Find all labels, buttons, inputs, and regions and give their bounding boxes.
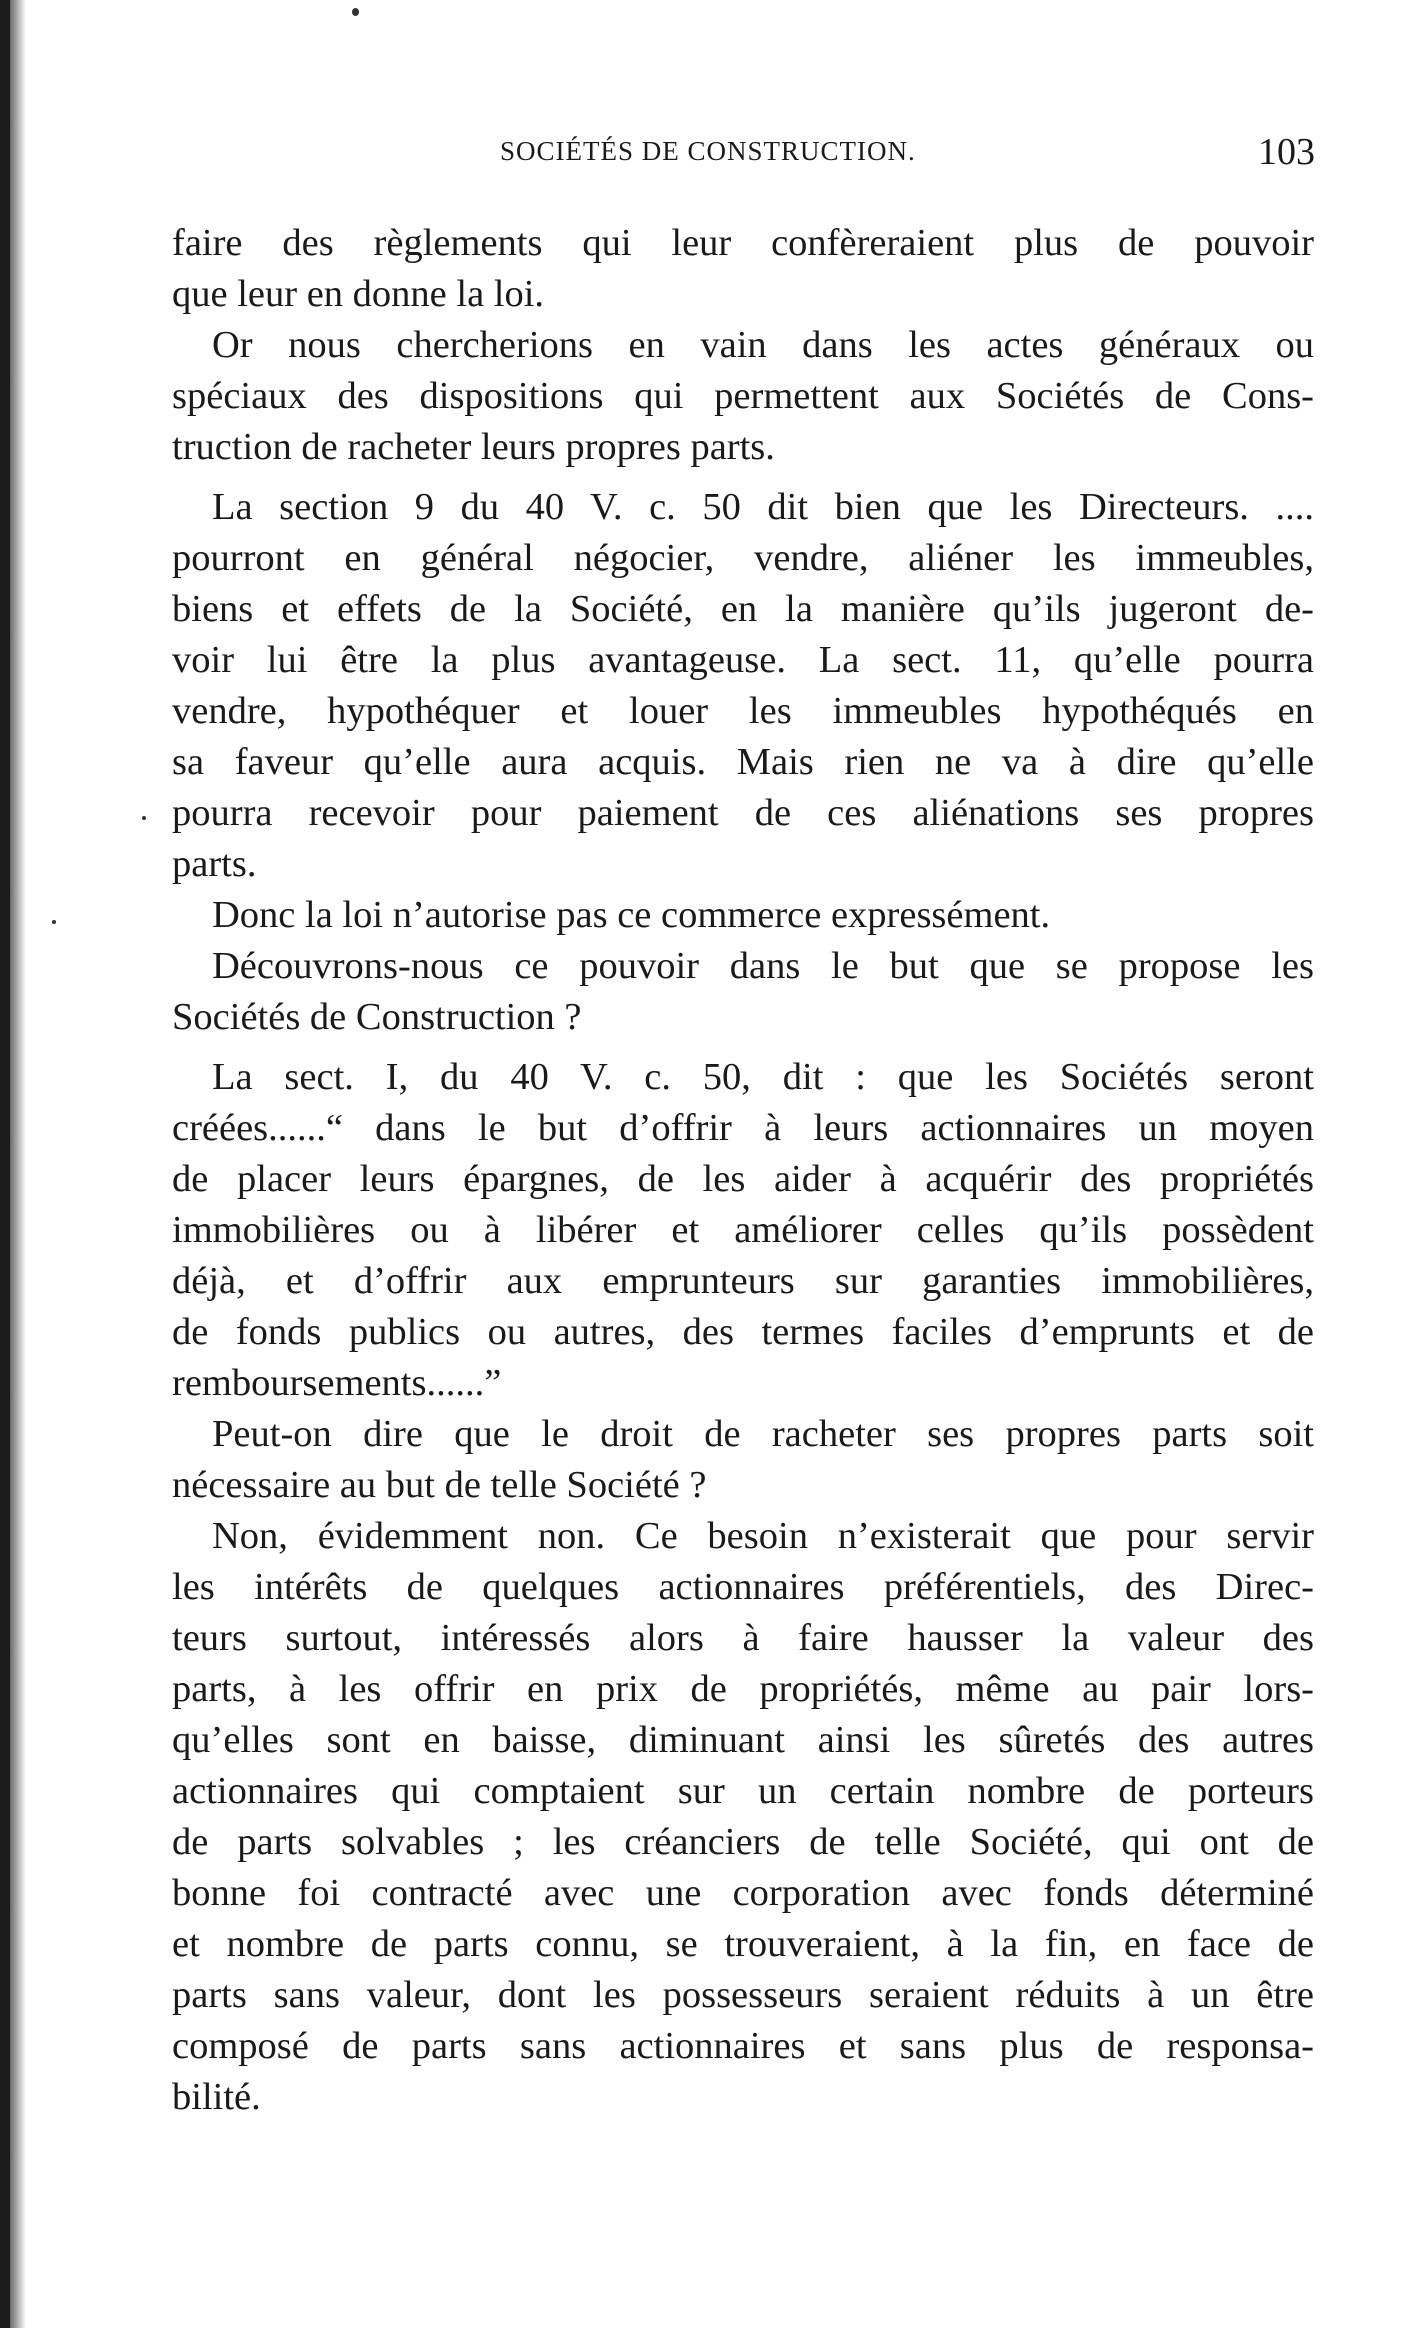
text-line: sa faveur qu’elle aura acquis. Mais rien ne va à dire qu’elle — [172, 741, 1314, 783]
text-line: parts sans valeur, dont les possesseurs seraient réduits à un être — [172, 1974, 1314, 2016]
text-line: pourra recevoir pour paiement de ces aliénations ses propres — [172, 792, 1314, 834]
text-line: Or nous chercherions en vain dans les actes généraux ou — [212, 324, 1314, 366]
text-line: parts. — [172, 843, 257, 885]
text-line: les intérêts de quelques actionnaires préférentiels, des Direc- — [172, 1566, 1314, 1608]
text-line: biens et effets de la Société, en la manière qu’ils jugeront de- — [172, 588, 1314, 630]
print-speck — [352, 8, 359, 16]
text-line: pourront en général négocier, vendre, aliéner les immeubles, — [172, 537, 1314, 579]
text-line: Découvrons-nous ce pouvoir dans le but que se propose les — [212, 945, 1314, 987]
text-line: Peut-on dire que le droit de racheter ses propres parts soit — [212, 1413, 1314, 1455]
text-line: parts, à les offrir en prix de propriétés, même au pair lors- — [172, 1668, 1314, 1710]
text-line: et nombre de parts connu, se trouveraient, à la fin, en face de — [172, 1923, 1314, 1965]
page-binding-shadow — [10, 0, 26, 2328]
text-line: que leur en donne la loi. — [172, 273, 545, 315]
text-line: immobilières ou à libérer et améliorer celles qu’ils possèdent — [172, 1209, 1314, 1251]
print-speck — [52, 920, 56, 924]
text-line: Non, évidemment non. Ce besoin n’existerait que pour servir — [212, 1515, 1314, 1557]
text-line: bilité. — [172, 2076, 261, 2118]
text-line: voir lui être la plus avantageuse. La sect. 11, qu’elle pourra — [172, 639, 1314, 681]
page-number: 103 — [1258, 131, 1315, 173]
text-line: remboursements......” — [172, 1362, 502, 1404]
text-line: de fonds publics ou autres, des termes faciles d’emprunts et de — [172, 1311, 1314, 1353]
text-line: Donc la loi n’autorise pas ce commerce expressément. — [212, 894, 1051, 936]
running-title: SOCIÉTÉS DE CONSTRUCTION. — [500, 136, 916, 166]
text-line: de parts solvables ; les créanciers de telle Société, qui ont de — [172, 1821, 1314, 1863]
text-line: déjà, et d’offrir aux emprunteurs sur garanties immobilières, — [172, 1260, 1314, 1302]
text-line: La section 9 du 40 V. c. 50 dit bien que les Directeurs. .... — [212, 486, 1314, 528]
print-speck — [142, 816, 146, 820]
text-line: composé de parts sans actionnaires et sans plus de responsa- — [172, 2025, 1314, 2067]
text-line: créées......“ dans le but d’offrir à leurs actionnaires un moyen — [172, 1107, 1314, 1149]
body-text — [172, 218, 1314, 2123]
text-line: Sociétés de Construction ? — [172, 996, 582, 1038]
text-line: nécessaire au but de telle Société ? — [172, 1464, 707, 1506]
text-line: spéciaux des dispositions qui permettent aux Sociétés de Cons- — [172, 375, 1314, 417]
page-binding-edge — [0, 0, 10, 2328]
text-line: bonne foi contracté avec une corporation avec fonds déterminé — [172, 1872, 1314, 1914]
text-line: vendre, hypothéquer et louer les immeubles hypothéqués en — [172, 690, 1314, 732]
text-line: La sect. I, du 40 V. c. 50, dit : que les Sociétés seront — [212, 1056, 1314, 1098]
text-line: teurs surtout, intéressés alors à faire hausser la valeur des — [172, 1617, 1314, 1659]
text-line: qu’elles sont en baisse, diminuant ainsi les sûretés des autres — [172, 1719, 1314, 1761]
text-line: de placer leurs épargnes, de les aider à acquérir des propriétés — [172, 1158, 1314, 1200]
text-line: faire des règlements qui leur confèreraient plus de pouvoir — [172, 222, 1314, 264]
text-line: truction de racheter leurs propres parts. — [172, 426, 775, 468]
text-line: actionnaires qui comptaient sur un certain nombre de porteurs — [172, 1770, 1314, 1812]
